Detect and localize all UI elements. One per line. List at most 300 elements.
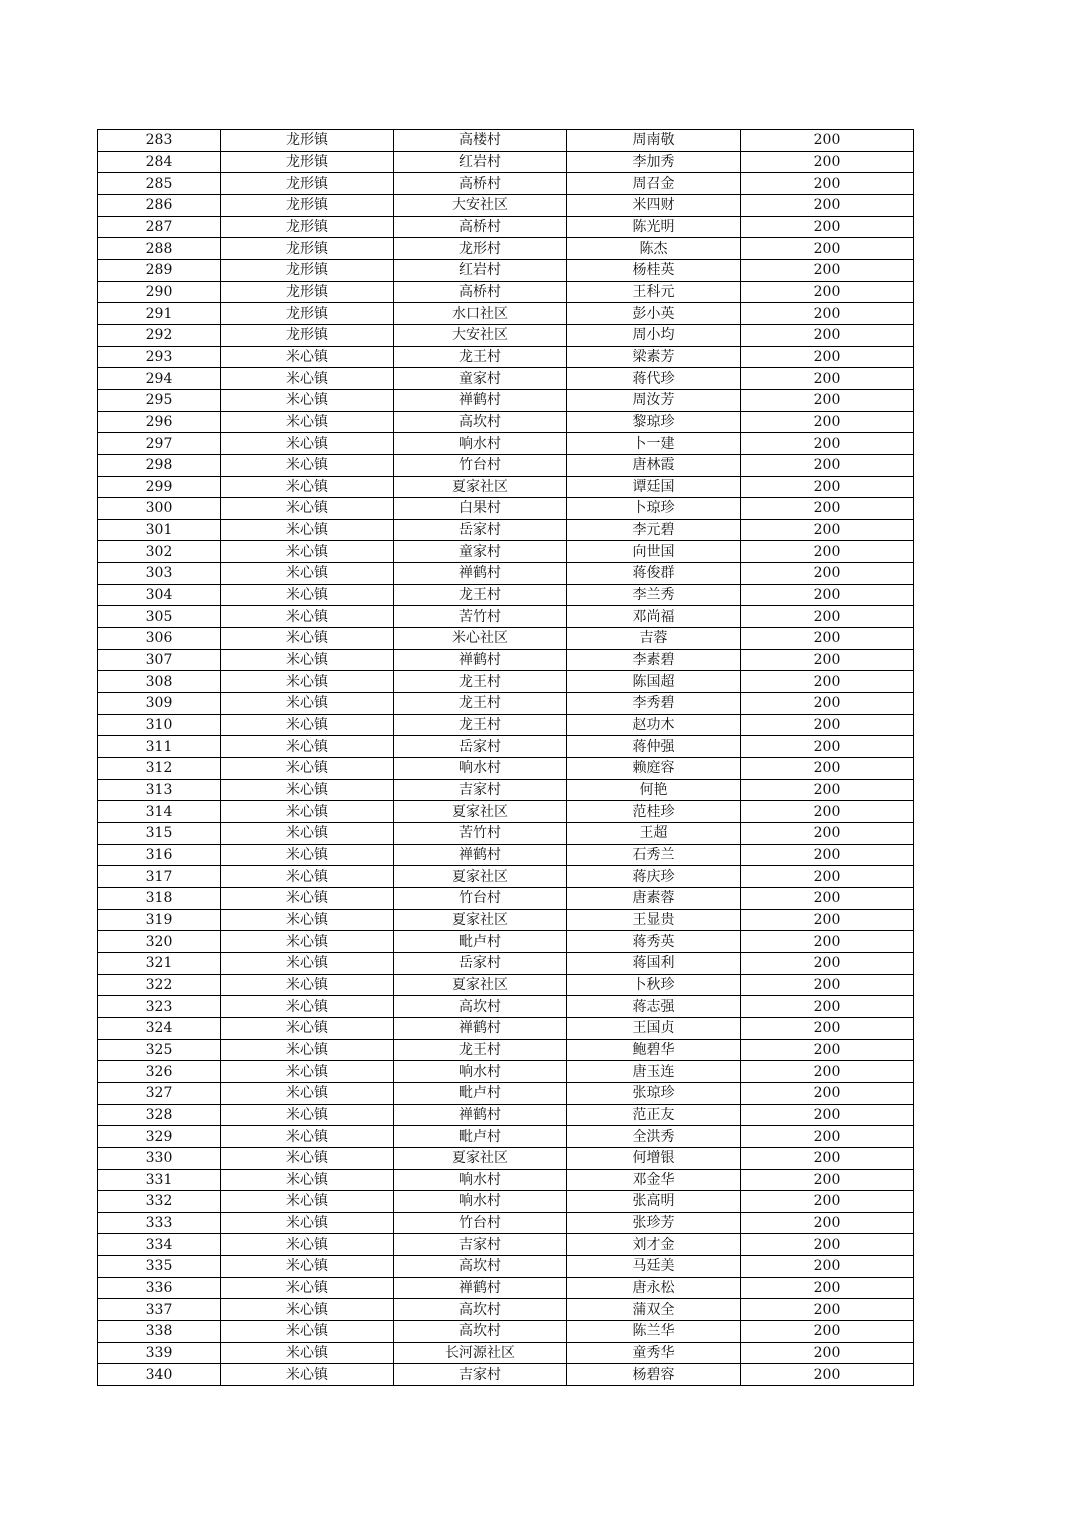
row-number-cell: 290: [98, 281, 221, 303]
town-cell: 米心镇: [221, 519, 394, 541]
table-row: [98, 909, 914, 931]
name-cell: 周小均: [567, 324, 741, 346]
row-number-cell: 323: [98, 996, 221, 1018]
row-number-cell: 310: [98, 714, 221, 736]
name-cell: 赵功木: [567, 714, 741, 736]
name-cell: 蒋俊群: [567, 563, 741, 585]
name-cell: 杨碧容: [567, 1364, 741, 1386]
row-number-cell: 339: [98, 1342, 221, 1364]
village-cell: 响水村: [394, 1191, 567, 1213]
table-row: [98, 281, 914, 303]
town-cell: 龙形镇: [221, 324, 394, 346]
amount-cell: 200: [741, 714, 914, 736]
town-cell: 米心镇: [221, 887, 394, 909]
amount-cell: 200: [741, 1061, 914, 1083]
village-cell: 童家村: [394, 368, 567, 390]
village-cell: 红岩村: [394, 151, 567, 173]
name-cell: 米四财: [567, 194, 741, 216]
village-cell: 童家村: [394, 541, 567, 563]
village-cell: 龙王村: [394, 1039, 567, 1061]
village-cell: 竹台村: [394, 887, 567, 909]
table-row: [98, 368, 914, 390]
town-cell: 龙形镇: [221, 259, 394, 281]
amount-cell: 200: [741, 324, 914, 346]
town-cell: 米心镇: [221, 736, 394, 758]
table-row: [98, 1039, 914, 1061]
amount-cell: 200: [741, 952, 914, 974]
table-row: [98, 346, 914, 368]
row-number-cell: 327: [98, 1082, 221, 1104]
town-cell: 米心镇: [221, 649, 394, 671]
name-cell: 向世国: [567, 541, 741, 563]
town-cell: 米心镇: [221, 389, 394, 411]
amount-cell: 200: [741, 303, 914, 325]
table-row: [98, 736, 914, 758]
amount-cell: 200: [741, 411, 914, 433]
village-cell: 吉家村: [394, 1364, 567, 1386]
table-row: [98, 1277, 914, 1299]
table-row: [98, 519, 914, 541]
amount-cell: 200: [741, 779, 914, 801]
name-cell: 何增银: [567, 1147, 741, 1169]
name-cell: 唐素蓉: [567, 887, 741, 909]
name-cell: 李兰秀: [567, 584, 741, 606]
table-row: [98, 151, 914, 173]
town-cell: 米心镇: [221, 1039, 394, 1061]
name-cell: 王超: [567, 823, 741, 845]
roster-table-body: [98, 130, 914, 1386]
row-number-cell: 284: [98, 151, 221, 173]
table-row: [98, 952, 914, 974]
village-cell: 苦竹村: [394, 606, 567, 628]
row-number-cell: 302: [98, 541, 221, 563]
name-cell: 王显贵: [567, 909, 741, 931]
village-cell: 吉家村: [394, 779, 567, 801]
town-cell: 米心镇: [221, 931, 394, 953]
row-number-cell: 321: [98, 952, 221, 974]
row-number-cell: 314: [98, 801, 221, 823]
village-cell: 响水村: [394, 1169, 567, 1191]
name-cell: 全洪秀: [567, 1126, 741, 1148]
town-cell: 米心镇: [221, 1234, 394, 1256]
town-cell: 米心镇: [221, 346, 394, 368]
table-row: [98, 714, 914, 736]
town-cell: 米心镇: [221, 693, 394, 715]
row-number-cell: 287: [98, 216, 221, 238]
amount-cell: 200: [741, 628, 914, 650]
town-cell: 米心镇: [221, 844, 394, 866]
village-cell: 毗卢村: [394, 931, 567, 953]
name-cell: 范正友: [567, 1104, 741, 1126]
table-row: [98, 996, 914, 1018]
village-cell: 高桥村: [394, 173, 567, 195]
name-cell: 邓尚福: [567, 606, 741, 628]
amount-cell: 200: [741, 238, 914, 260]
table-row: [98, 1061, 914, 1083]
table-row: [98, 1082, 914, 1104]
table-row: [98, 866, 914, 888]
village-cell: 禅鹤村: [394, 389, 567, 411]
name-cell: 卜一建: [567, 433, 741, 455]
village-cell: 高坎村: [394, 1256, 567, 1278]
amount-cell: 200: [741, 887, 914, 909]
amount-cell: 200: [741, 1234, 914, 1256]
amount-cell: 200: [741, 649, 914, 671]
town-cell: 龙形镇: [221, 151, 394, 173]
table-row: [98, 541, 914, 563]
village-cell: 大安社区: [394, 324, 567, 346]
name-cell: 蒋庆珍: [567, 866, 741, 888]
name-cell: 彭小英: [567, 303, 741, 325]
row-number-cell: 285: [98, 173, 221, 195]
amount-cell: 200: [741, 454, 914, 476]
row-number-cell: 289: [98, 259, 221, 281]
amount-cell: 200: [741, 866, 914, 888]
row-number-cell: 332: [98, 1191, 221, 1213]
amount-cell: 200: [741, 1299, 914, 1321]
amount-cell: 200: [741, 1126, 914, 1148]
name-cell: 鲍碧华: [567, 1039, 741, 1061]
name-cell: 唐永松: [567, 1277, 741, 1299]
town-cell: 米心镇: [221, 1191, 394, 1213]
name-cell: 蒋代珍: [567, 368, 741, 390]
table-row: [98, 454, 914, 476]
amount-cell: 200: [741, 1256, 914, 1278]
village-cell: 红岩村: [394, 259, 567, 281]
table-row: [98, 931, 914, 953]
town-cell: 米心镇: [221, 433, 394, 455]
amount-cell: 200: [741, 1169, 914, 1191]
table-row: [98, 823, 914, 845]
amount-cell: 200: [741, 1147, 914, 1169]
town-cell: 米心镇: [221, 1169, 394, 1191]
village-cell: 高坎村: [394, 1299, 567, 1321]
town-cell: 米心镇: [221, 1277, 394, 1299]
row-number-cell: 286: [98, 194, 221, 216]
village-cell: 响水村: [394, 1061, 567, 1083]
roster-sheet: [97, 129, 913, 1386]
town-cell: 米心镇: [221, 996, 394, 1018]
amount-cell: 200: [741, 974, 914, 996]
town-cell: 米心镇: [221, 714, 394, 736]
table-row: [98, 130, 914, 152]
name-cell: 王科元: [567, 281, 741, 303]
town-cell: 米心镇: [221, 1299, 394, 1321]
table-row: [98, 1321, 914, 1343]
row-number-cell: 293: [98, 346, 221, 368]
town-cell: 米心镇: [221, 1342, 394, 1364]
row-number-cell: 305: [98, 606, 221, 628]
row-number-cell: 299: [98, 476, 221, 498]
amount-cell: 200: [741, 758, 914, 780]
amount-cell: 200: [741, 693, 914, 715]
village-cell: 高桥村: [394, 281, 567, 303]
row-number-cell: 336: [98, 1277, 221, 1299]
village-cell: 水口社区: [394, 303, 567, 325]
name-cell: 蒋国利: [567, 952, 741, 974]
name-cell: 马廷美: [567, 1256, 741, 1278]
table-row: [98, 194, 914, 216]
row-number-cell: 337: [98, 1299, 221, 1321]
name-cell: 何艳: [567, 779, 741, 801]
amount-cell: 200: [741, 996, 914, 1018]
row-number-cell: 326: [98, 1061, 221, 1083]
amount-cell: 200: [741, 931, 914, 953]
name-cell: 蒋仲强: [567, 736, 741, 758]
town-cell: 米心镇: [221, 411, 394, 433]
town-cell: 龙形镇: [221, 173, 394, 195]
name-cell: 杨桂英: [567, 259, 741, 281]
town-cell: 龙形镇: [221, 238, 394, 260]
table-row: [98, 1299, 914, 1321]
name-cell: 张高明: [567, 1191, 741, 1213]
village-cell: 龙王村: [394, 693, 567, 715]
town-cell: 米心镇: [221, 1061, 394, 1083]
name-cell: 石秀兰: [567, 844, 741, 866]
name-cell: 唐玉连: [567, 1061, 741, 1083]
town-cell: 米心镇: [221, 584, 394, 606]
village-cell: 岳家村: [394, 519, 567, 541]
table-row: [98, 1191, 914, 1213]
town-cell: 米心镇: [221, 454, 394, 476]
amount-cell: 200: [741, 584, 914, 606]
table-row: [98, 693, 914, 715]
row-number-cell: 330: [98, 1147, 221, 1169]
name-cell: 李加秀: [567, 151, 741, 173]
village-cell: 高坎村: [394, 1321, 567, 1343]
table-row: [98, 1234, 914, 1256]
town-cell: 米心镇: [221, 823, 394, 845]
row-number-cell: 335: [98, 1256, 221, 1278]
village-cell: 禅鹤村: [394, 1104, 567, 1126]
row-number-cell: 313: [98, 779, 221, 801]
name-cell: 陈兰华: [567, 1321, 741, 1343]
amount-cell: 200: [741, 519, 914, 541]
amount-cell: 200: [741, 736, 914, 758]
table-row: [98, 1104, 914, 1126]
amount-cell: 200: [741, 433, 914, 455]
row-number-cell: 325: [98, 1039, 221, 1061]
table-row: [98, 758, 914, 780]
name-cell: 赖庭容: [567, 758, 741, 780]
row-number-cell: 309: [98, 693, 221, 715]
town-cell: 米心镇: [221, 866, 394, 888]
village-cell: 竹台村: [394, 1212, 567, 1234]
town-cell: 米心镇: [221, 1104, 394, 1126]
town-cell: 龙形镇: [221, 303, 394, 325]
town-cell: 米心镇: [221, 909, 394, 931]
row-number-cell: 318: [98, 887, 221, 909]
table-row: [98, 628, 914, 650]
row-number-cell: 292: [98, 324, 221, 346]
row-number-cell: 308: [98, 671, 221, 693]
village-cell: 夏家社区: [394, 974, 567, 996]
name-cell: 黎琼珍: [567, 411, 741, 433]
town-cell: 米心镇: [221, 628, 394, 650]
amount-cell: 200: [741, 563, 914, 585]
row-number-cell: 297: [98, 433, 221, 455]
name-cell: 蒋志强: [567, 996, 741, 1018]
row-number-cell: 338: [98, 1321, 221, 1343]
row-number-cell: 295: [98, 389, 221, 411]
amount-cell: 200: [741, 801, 914, 823]
name-cell: 周召金: [567, 173, 741, 195]
row-number-cell: 329: [98, 1126, 221, 1148]
name-cell: 梁素芳: [567, 346, 741, 368]
amount-cell: 200: [741, 1277, 914, 1299]
village-cell: 长河源社区: [394, 1342, 567, 1364]
row-number-cell: 291: [98, 303, 221, 325]
village-cell: 响水村: [394, 758, 567, 780]
name-cell: 邓金华: [567, 1169, 741, 1191]
amount-cell: 200: [741, 346, 914, 368]
village-cell: 夏家社区: [394, 801, 567, 823]
village-cell: 米心社区: [394, 628, 567, 650]
town-cell: 米心镇: [221, 563, 394, 585]
name-cell: 刘才金: [567, 1234, 741, 1256]
name-cell: 唐林霞: [567, 454, 741, 476]
row-number-cell: 320: [98, 931, 221, 953]
row-number-cell: 301: [98, 519, 221, 541]
row-number-cell: 328: [98, 1104, 221, 1126]
row-number-cell: 319: [98, 909, 221, 931]
village-cell: 高坎村: [394, 411, 567, 433]
table-row: [98, 216, 914, 238]
town-cell: 米心镇: [221, 1147, 394, 1169]
name-cell: 张珍芳: [567, 1212, 741, 1234]
name-cell: 李元碧: [567, 519, 741, 541]
village-cell: 龙形村: [394, 238, 567, 260]
table-row: [98, 173, 914, 195]
name-cell: 童秀华: [567, 1342, 741, 1364]
village-cell: 夏家社区: [394, 476, 567, 498]
amount-cell: 200: [741, 498, 914, 520]
town-cell: 米心镇: [221, 476, 394, 498]
table-row: [98, 1256, 914, 1278]
name-cell: 蒋秀英: [567, 931, 741, 953]
amount-cell: 200: [741, 194, 914, 216]
name-cell: 周汝芳: [567, 389, 741, 411]
amount-cell: 200: [741, 1321, 914, 1343]
amount-cell: 200: [741, 173, 914, 195]
table-row: [98, 1017, 914, 1039]
village-cell: 夏家社区: [394, 909, 567, 931]
row-number-cell: 316: [98, 844, 221, 866]
town-cell: 米心镇: [221, 368, 394, 390]
table-row: [98, 584, 914, 606]
amount-cell: 200: [741, 1082, 914, 1104]
row-number-cell: 303: [98, 563, 221, 585]
name-cell: 周南敬: [567, 130, 741, 152]
table-row: [98, 1169, 914, 1191]
amount-cell: 200: [741, 1104, 914, 1126]
village-cell: 岳家村: [394, 736, 567, 758]
village-cell: 吉家村: [394, 1234, 567, 1256]
row-number-cell: 311: [98, 736, 221, 758]
table-row: [98, 324, 914, 346]
amount-cell: 200: [741, 844, 914, 866]
town-cell: 米心镇: [221, 498, 394, 520]
table-row: [98, 1342, 914, 1364]
town-cell: 米心镇: [221, 1364, 394, 1386]
table-row: [98, 1364, 914, 1386]
row-number-cell: 300: [98, 498, 221, 520]
village-cell: 毗卢村: [394, 1082, 567, 1104]
town-cell: 米心镇: [221, 952, 394, 974]
amount-cell: 200: [741, 1342, 914, 1364]
town-cell: 米心镇: [221, 1256, 394, 1278]
table-row: [98, 433, 914, 455]
table-row: [98, 1212, 914, 1234]
table-row: [98, 1147, 914, 1169]
town-cell: 龙形镇: [221, 194, 394, 216]
amount-cell: 200: [741, 1212, 914, 1234]
village-cell: 岳家村: [394, 952, 567, 974]
table-row: [98, 887, 914, 909]
name-cell: 陈光明: [567, 216, 741, 238]
table-row: [98, 389, 914, 411]
town-cell: 龙形镇: [221, 130, 394, 152]
name-cell: 卜琼珍: [567, 498, 741, 520]
name-cell: 李秀碧: [567, 693, 741, 715]
table-row: [98, 779, 914, 801]
village-cell: 苦竹村: [394, 823, 567, 845]
name-cell: 卜秋珍: [567, 974, 741, 996]
town-cell: 米心镇: [221, 758, 394, 780]
row-number-cell: 296: [98, 411, 221, 433]
name-cell: 李素碧: [567, 649, 741, 671]
village-cell: 毗卢村: [394, 1126, 567, 1148]
name-cell: 吉蓉: [567, 628, 741, 650]
amount-cell: 200: [741, 130, 914, 152]
village-cell: 高坎村: [394, 996, 567, 1018]
village-cell: 夏家社区: [394, 866, 567, 888]
name-cell: 张琼珍: [567, 1082, 741, 1104]
village-cell: 高楼村: [394, 130, 567, 152]
amount-cell: 200: [741, 1364, 914, 1386]
row-number-cell: 317: [98, 866, 221, 888]
table-row: [98, 974, 914, 996]
amount-cell: 200: [741, 259, 914, 281]
table-row: [98, 1126, 914, 1148]
roster-table: [97, 129, 914, 1386]
amount-cell: 200: [741, 216, 914, 238]
name-cell: 蒲双全: [567, 1299, 741, 1321]
table-row: [98, 844, 914, 866]
amount-cell: 200: [741, 909, 914, 931]
row-number-cell: 315: [98, 823, 221, 845]
table-row: [98, 563, 914, 585]
town-cell: 米心镇: [221, 779, 394, 801]
town-cell: 米心镇: [221, 974, 394, 996]
name-cell: 谭廷国: [567, 476, 741, 498]
table-row: [98, 671, 914, 693]
row-number-cell: 333: [98, 1212, 221, 1234]
town-cell: 米心镇: [221, 1126, 394, 1148]
table-row: [98, 259, 914, 281]
village-cell: 龙王村: [394, 714, 567, 736]
town-cell: 米心镇: [221, 671, 394, 693]
table-row: [98, 411, 914, 433]
row-number-cell: 340: [98, 1364, 221, 1386]
row-number-cell: 324: [98, 1017, 221, 1039]
village-cell: 禅鹤村: [394, 844, 567, 866]
village-cell: 竹台村: [394, 454, 567, 476]
village-cell: 禅鹤村: [394, 1277, 567, 1299]
amount-cell: 200: [741, 476, 914, 498]
amount-cell: 200: [741, 671, 914, 693]
row-number-cell: 334: [98, 1234, 221, 1256]
